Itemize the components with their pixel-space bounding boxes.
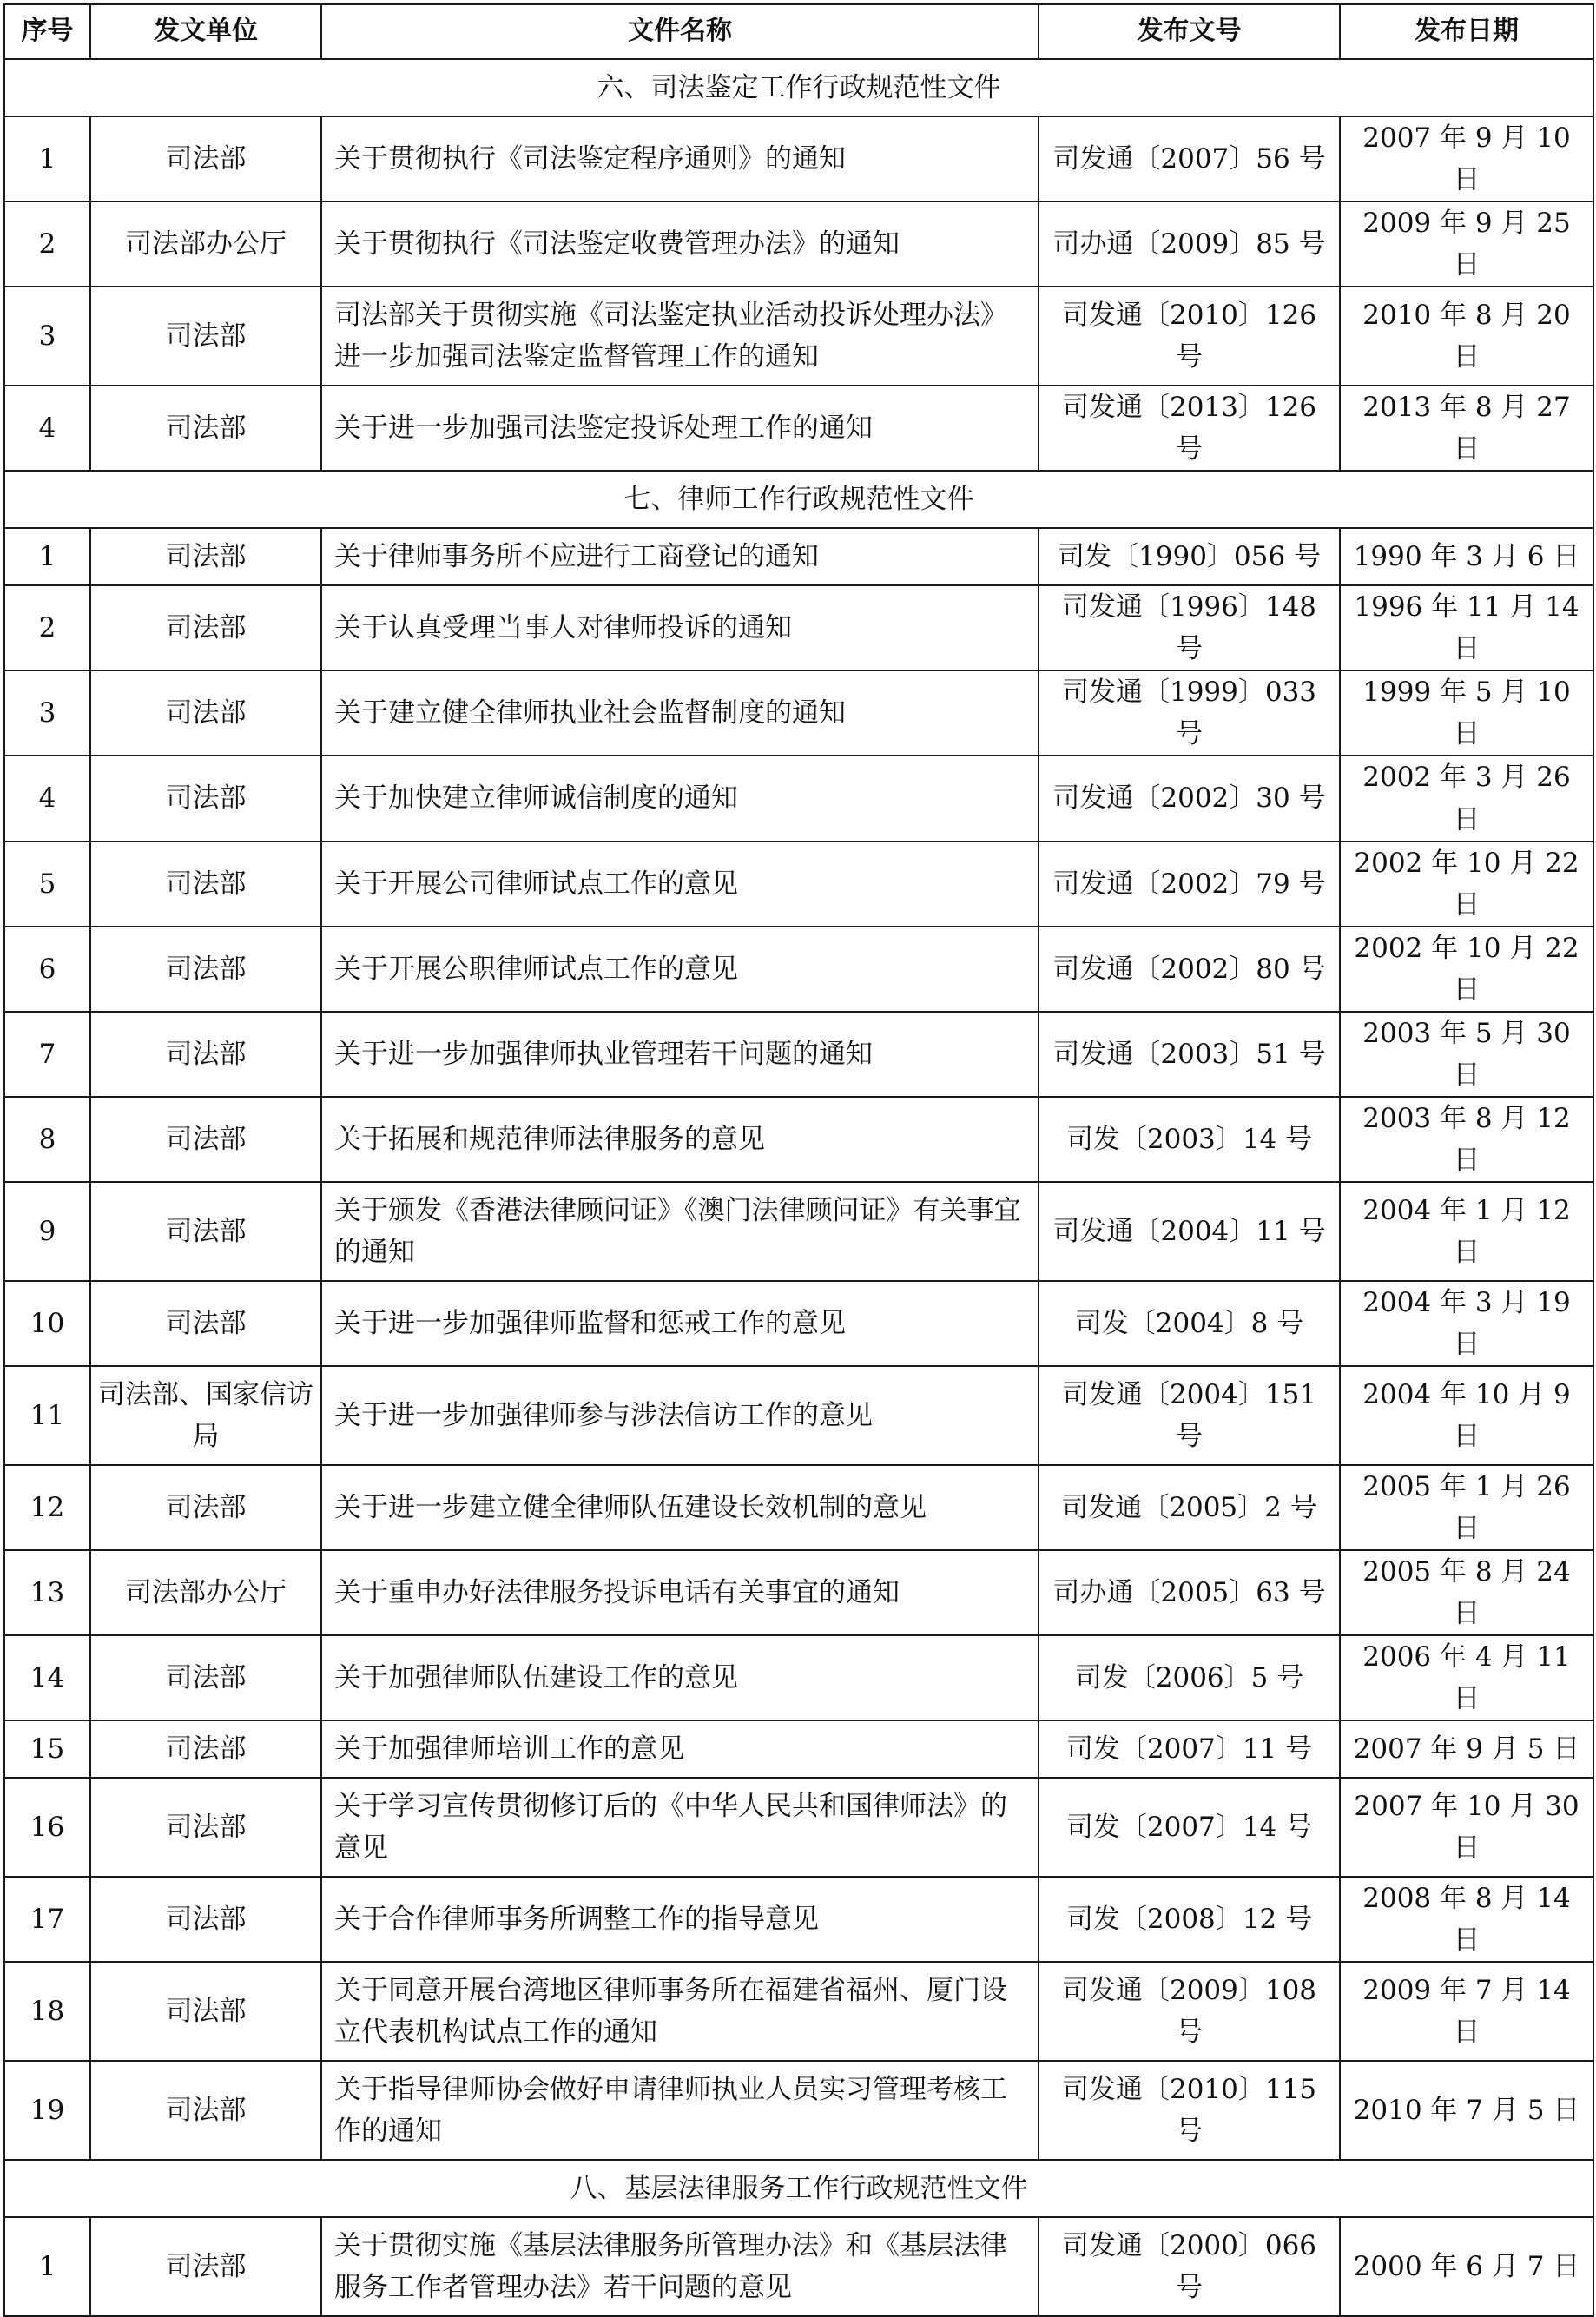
issuer-cell: 司法部 (90, 585, 321, 670)
row-number: 3 (4, 287, 90, 386)
table-row (4, 116, 1593, 201)
row-number: 2 (4, 201, 90, 287)
row-number: 19 (4, 2061, 90, 2160)
document-title-cell: 关于贯彻执行《司法鉴定程序通则》的通知 (321, 116, 1039, 201)
row-number: 16 (4, 1778, 90, 1877)
row-number: 6 (4, 927, 90, 1012)
issuer-cell: 司法部 (90, 1182, 321, 1281)
document-title-cell: 关于合作律师事务所调整工作的指导意见 (321, 1877, 1039, 1962)
document-number-cell: 司发〔2007〕14 号 (1039, 1778, 1340, 1877)
section-title: 八、基层法律服务工作行政规范性文件 (4, 2160, 1593, 2217)
document-number-cell: 司发〔2007〕11 号 (1039, 1720, 1340, 1778)
publish-date-cell: 2007 年 9 月 5 日 (1340, 1720, 1593, 1778)
document-number-cell: 司发通〔2004〕11 号 (1039, 1182, 1340, 1281)
document-number-cell: 司发通〔2009〕108 号 (1039, 1962, 1340, 2061)
table-row (4, 1635, 1593, 1720)
publish-date-cell: 2000 年 6 月 7 日 (1340, 2217, 1593, 2316)
table-row (4, 842, 1593, 927)
row-number: 5 (4, 842, 90, 927)
issuer-cell: 司法部 (90, 1962, 321, 2061)
document-number-cell: 司办通〔2005〕63 号 (1039, 1550, 1340, 1635)
publish-date-cell: 2013 年 8 月 27 日 (1340, 386, 1593, 471)
table-row (4, 670, 1593, 756)
publish-date-cell: 2007 年 9 月 10 日 (1340, 116, 1593, 201)
issuer-cell: 司法部办公厅 (90, 1550, 321, 1635)
section-row (4, 59, 1593, 116)
publish-date-cell: 2007 年 10 月 30 日 (1340, 1778, 1593, 1877)
table-row (4, 1465, 1593, 1550)
document-number-cell: 司发通〔2005〕2 号 (1039, 1465, 1340, 1550)
publish-date-cell: 2003 年 5 月 30 日 (1340, 1012, 1593, 1097)
document-title-cell: 关于重申办好法律服务投诉电话有关事宜的通知 (321, 1550, 1039, 1635)
row-number: 10 (4, 1281, 90, 1366)
table-row (4, 1962, 1593, 2061)
table-row (4, 1877, 1593, 1962)
issuer-cell: 司法部 (90, 756, 321, 841)
publish-date-cell: 1990 年 3 月 6 日 (1340, 528, 1593, 585)
issuer-cell: 司法部 (90, 1281, 321, 1366)
section-row (4, 2160, 1593, 2217)
issuer-cell: 司法部 (90, 1778, 321, 1877)
document-title-cell: 关于加强律师队伍建设工作的意见 (321, 1635, 1039, 1720)
document-number-cell: 司发通〔2002〕80 号 (1039, 927, 1340, 1012)
table-row (4, 1550, 1593, 1635)
document-title-cell: 关于认真受理当事人对律师投诉的通知 (321, 585, 1039, 670)
row-number: 4 (4, 756, 90, 841)
publish-date-cell: 2002 年 10 月 22 日 (1340, 842, 1593, 927)
table-row (4, 927, 1593, 1012)
publish-date-cell: 1996 年 11 月 14 日 (1340, 585, 1593, 670)
table-row (4, 585, 1593, 670)
document-title-cell: 关于进一步加强律师参与涉法信访工作的意见 (321, 1366, 1039, 1465)
table-row (4, 201, 1593, 287)
col-header-doc-no: 发布文号 (1039, 4, 1340, 59)
document-number-cell: 司发通〔2000〕066 号 (1039, 2217, 1340, 2316)
table-row (4, 1182, 1593, 1281)
document-title-cell: 关于贯彻执行《司法鉴定收费管理办法》的通知 (321, 201, 1039, 287)
table-row (4, 1281, 1593, 1366)
publish-date-cell: 2004 年 1 月 12 日 (1340, 1182, 1593, 1281)
document-title-cell: 关于颁发《香港法律顾问证》《澳门法律顾问证》有关事宜的通知 (321, 1182, 1039, 1281)
document-number-cell: 司发通〔2002〕79 号 (1039, 842, 1340, 927)
publish-date-cell: 2005 年 8 月 24 日 (1340, 1550, 1593, 1635)
document-title-cell: 关于拓展和规范律师法律服务的意见 (321, 1097, 1039, 1182)
issuer-cell: 司法部 (90, 670, 321, 756)
row-number: 9 (4, 1182, 90, 1281)
document-number-cell: 司发〔2003〕14 号 (1039, 1097, 1340, 1182)
row-number: 7 (4, 1012, 90, 1097)
issuer-cell: 司法部 (90, 1465, 321, 1550)
document-title-cell: 关于贯彻实施《基层法律服务所管理办法》和《基层法律服务工作者管理办法》若干问题的意见 (321, 2217, 1039, 2316)
col-header-no: 序号 (4, 4, 90, 59)
table-row (4, 1097, 1593, 1182)
document-title-cell: 关于建立健全律师执业社会监督制度的通知 (321, 670, 1039, 756)
issuer-cell: 司法部 (90, 1877, 321, 1962)
row-number: 1 (4, 116, 90, 201)
document-title-cell: 关于进一步加强律师监督和惩戒工作的意见 (321, 1281, 1039, 1366)
publish-date-cell: 2004 年 10 月 9 日 (1340, 1366, 1593, 1465)
table-row (4, 2217, 1593, 2316)
row-number: 4 (4, 386, 90, 471)
publish-date-cell: 2009 年 7 月 14 日 (1340, 1962, 1593, 2061)
document-title-cell: 关于指导律师协会做好申请律师执业人员实习管理考核工作的通知 (321, 2061, 1039, 2160)
document-number-cell: 司发通〔2007〕56 号 (1039, 116, 1340, 201)
document-number-cell: 司发通〔2002〕30 号 (1039, 756, 1340, 841)
document-title-cell: 关于加强律师培训工作的意见 (321, 1720, 1039, 1778)
document-number-cell: 司发通〔1999〕033 号 (1039, 670, 1340, 756)
document-number-cell: 司发通〔1996〕148 号 (1039, 585, 1340, 670)
issuer-cell: 司法部 (90, 842, 321, 927)
publish-date-cell: 2008 年 8 月 14 日 (1340, 1877, 1593, 1962)
document-number-cell: 司发〔2004〕8 号 (1039, 1281, 1340, 1366)
issuer-cell: 司法部 (90, 287, 321, 386)
table-row (4, 1720, 1593, 1778)
document-title-cell: 关于律师事务所不应进行工商登记的通知 (321, 528, 1039, 585)
row-number: 3 (4, 670, 90, 756)
section-title: 七、律师工作行政规范性文件 (4, 471, 1593, 528)
section-title: 六、司法鉴定工作行政规范性文件 (4, 59, 1593, 116)
row-number: 2 (4, 585, 90, 670)
document-title-cell: 关于同意开展台湾地区律师事务所在福建省福州、厦门设立代表机构试点工作的通知 (321, 1962, 1039, 2061)
document-title-cell: 关于进一步建立健全律师队伍建设长效机制的意见 (321, 1465, 1039, 1550)
document-title-cell: 关于进一步加强司法鉴定投诉处理工作的通知 (321, 386, 1039, 471)
document-number-cell: 司发通〔2004〕151 号 (1039, 1366, 1340, 1465)
publish-date-cell: 2004 年 3 月 19 日 (1340, 1281, 1593, 1366)
table-row (4, 528, 1593, 585)
row-number: 8 (4, 1097, 90, 1182)
table-row (4, 756, 1593, 841)
issuer-cell: 司法部 (90, 116, 321, 201)
table-row (4, 1366, 1593, 1465)
document-title-cell: 关于学习宣传贯彻修订后的《中华人民共和国律师法》的意见 (321, 1778, 1039, 1877)
row-number: 1 (4, 2217, 90, 2316)
col-header-title: 文件名称 (321, 4, 1039, 59)
publish-date-cell: 2005 年 1 月 26 日 (1340, 1465, 1593, 1550)
issuer-cell: 司法部 (90, 386, 321, 471)
document-number-cell: 司发〔2006〕5 号 (1039, 1635, 1340, 1720)
row-number: 13 (4, 1550, 90, 1635)
issuer-cell: 司法部 (90, 1720, 321, 1778)
col-header-issuer: 发文单位 (90, 4, 321, 59)
document-number-cell: 司发通〔2010〕115 号 (1039, 2061, 1340, 2160)
row-number: 1 (4, 528, 90, 585)
row-number: 12 (4, 1465, 90, 1550)
section-row (4, 471, 1593, 528)
regulations-table (3, 3, 1594, 2317)
document-title-cell: 关于开展公司律师试点工作的意见 (321, 842, 1039, 927)
table-row (4, 2061, 1593, 2160)
document-title-cell: 关于加快建立律师诚信制度的通知 (321, 756, 1039, 841)
header-row (4, 4, 1593, 59)
document-title-cell: 关于开展公职律师试点工作的意见 (321, 927, 1039, 1012)
issuer-cell: 司法部 (90, 927, 321, 1012)
row-number: 14 (4, 1635, 90, 1720)
publish-date-cell: 2010 年 8 月 20 日 (1340, 287, 1593, 386)
table-row (4, 1778, 1593, 1877)
publish-date-cell: 1999 年 5 月 10 日 (1340, 670, 1593, 756)
table-row (4, 1012, 1593, 1097)
document-number-cell: 司发〔2008〕12 号 (1039, 1877, 1340, 1962)
document-number-cell: 司发〔1990〕056 号 (1039, 528, 1340, 585)
table-row (4, 386, 1593, 471)
document-number-cell: 司发通〔2003〕51 号 (1039, 1012, 1340, 1097)
publish-date-cell: 2003 年 8 月 12 日 (1340, 1097, 1593, 1182)
document-number-cell: 司发通〔2013〕126 号 (1039, 386, 1340, 471)
publish-date-cell: 2002 年 10 月 22 日 (1340, 927, 1593, 1012)
publish-date-cell: 2009 年 9 月 25 日 (1340, 201, 1593, 287)
col-header-date: 发布日期 (1340, 4, 1593, 59)
publish-date-cell: 2010 年 7 月 5 日 (1340, 2061, 1593, 2160)
issuer-cell: 司法部 (90, 1635, 321, 1720)
issuer-cell: 司法部 (90, 2061, 321, 2160)
issuer-cell: 司法部 (90, 528, 321, 585)
row-number: 18 (4, 1962, 90, 2061)
issuer-cell: 司法部 (90, 2217, 321, 2316)
document-title-cell: 关于进一步加强律师执业管理若干问题的通知 (321, 1012, 1039, 1097)
table-row (4, 287, 1593, 386)
issuer-cell: 司法部 (90, 1097, 321, 1182)
row-number: 11 (4, 1366, 90, 1465)
issuer-cell: 司法部办公厅 (90, 201, 321, 287)
document-number-cell: 司发通〔2010〕126 号 (1039, 287, 1340, 386)
row-number: 15 (4, 1720, 90, 1778)
row-number: 17 (4, 1877, 90, 1962)
issuer-cell: 司法部、国家信访局 (90, 1366, 321, 1465)
publish-date-cell: 2006 年 4 月 11 日 (1340, 1635, 1593, 1720)
issuer-cell: 司法部 (90, 1012, 321, 1097)
publish-date-cell: 2002 年 3 月 26 日 (1340, 756, 1593, 841)
document-number-cell: 司办通〔2009〕85 号 (1039, 201, 1340, 287)
document-title-cell: 司法部关于贯彻实施《司法鉴定执业活动投诉处理办法》进一步加强司法鉴定监督管理工作的通知 (321, 287, 1039, 386)
